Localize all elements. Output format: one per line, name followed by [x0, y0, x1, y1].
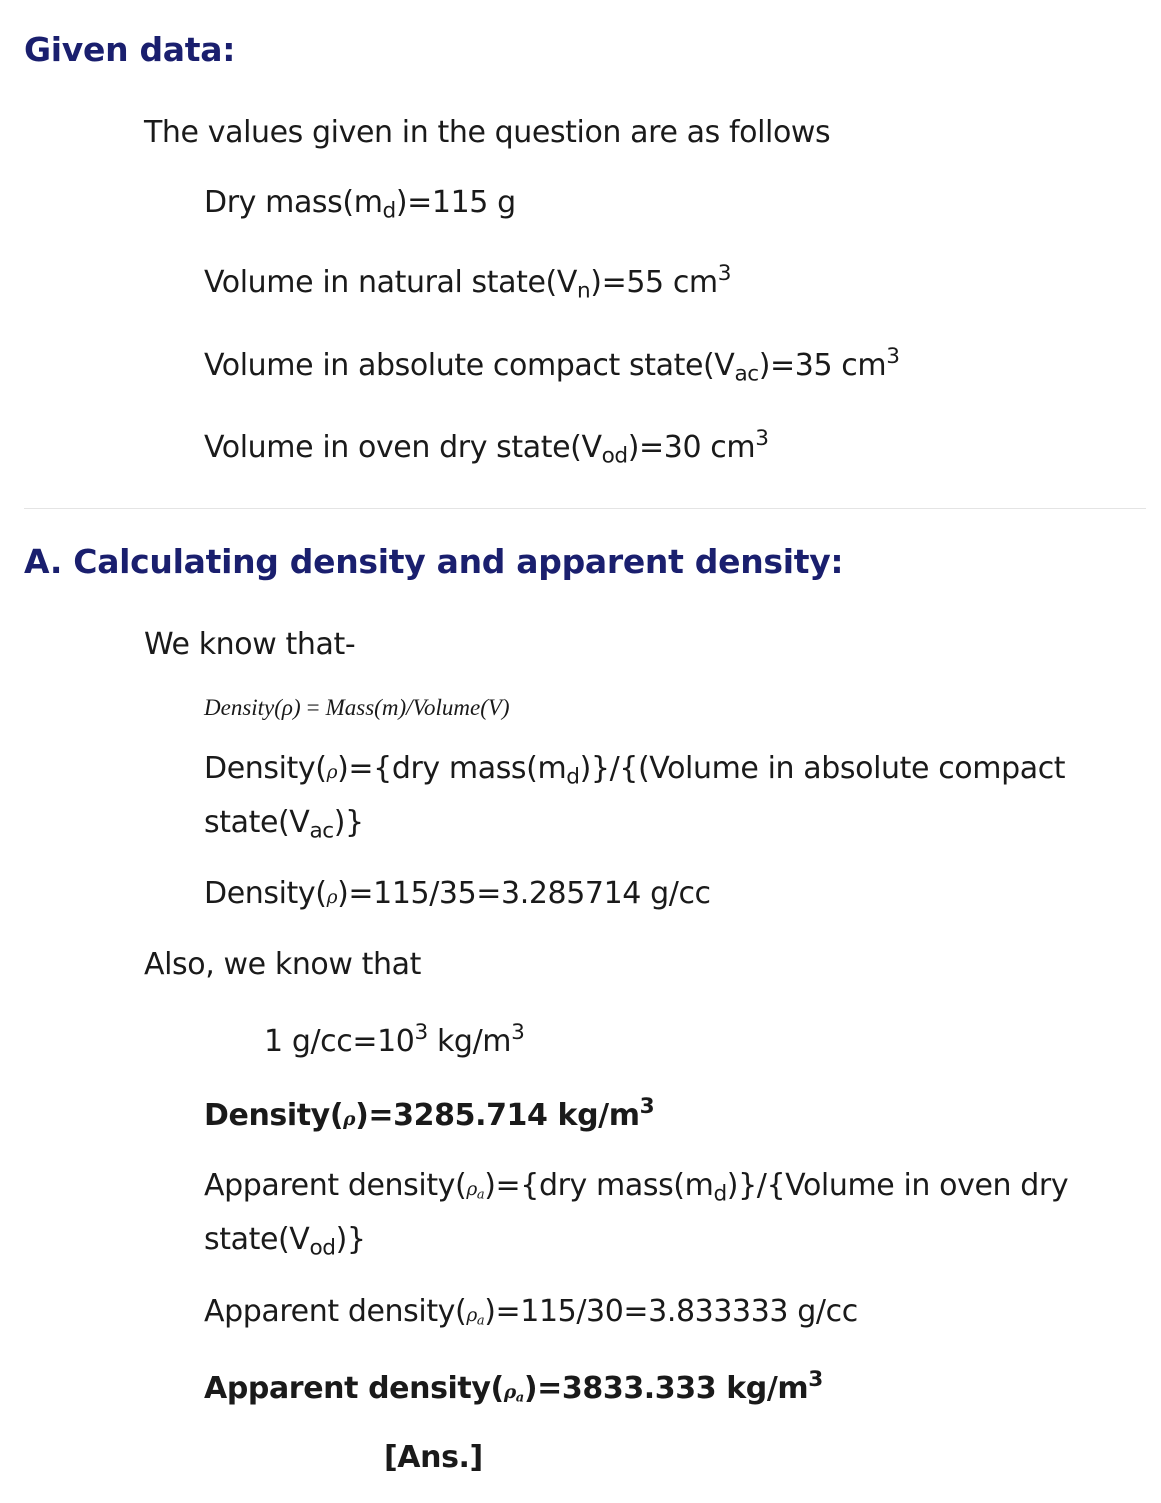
- given-item-natural-volume: Volume in natural $state(V_n)=55$ $cm^3$: [204, 261, 732, 304]
- density-result: Density(ρ)=3285.714 $kg/m^3$: [204, 1094, 655, 1133]
- we-know-text: We know that-: [144, 627, 356, 662]
- answer-tag: [Ans.]: [384, 1440, 483, 1475]
- apparent-density-result: Apparent $density(\rho_a)=3833.333$ $kg/m^3$: [204, 1367, 823, 1406]
- given-intro: The values given in the question are as follows: [144, 115, 831, 150]
- apparent-density-definition: Apparent $density(\rho_a)=\{dry$ $mass(m_d)\}/\{Volume$ in oven dry $state(V_{od})$}: [204, 1168, 1069, 1261]
- given-data-heading: Given data:: [24, 30, 236, 69]
- given-item-absolute-volume: Volume in absolute compact $state(V_{ac})=35$ $cm^3$: [204, 344, 900, 387]
- density-calculation: Density(ρ)=115/35=3.285714 g/cc: [204, 876, 711, 911]
- density-formula: Density(ρ) = Mass(m)/Volume(V): [204, 695, 510, 720]
- section-a-heading: A. Calculating density and apparent density:: [24, 542, 844, 581]
- section-divider: [24, 508, 1146, 509]
- also-text: Also, we know that: [144, 947, 421, 982]
- density-definition: Density(ρ)={dry $mass(m_d)\}/\{(Volume$ in absolute compact $state(V_{ac})$}: [204, 751, 1066, 844]
- unit-conversion: 1 $g/cc=10^3$ $kg/m^3$: [264, 1020, 525, 1059]
- given-item-dry-mass: Dry $mass(m_d)=115$ g: [204, 185, 516, 224]
- given-item-oven-dry-volume: Volume in oven dry $state(V_{od})=30$ $cm^3$: [204, 426, 769, 469]
- apparent-density-calculation: Apparent $density(\rho_a)=115/30=3.833333$ g/cc: [204, 1294, 858, 1329]
